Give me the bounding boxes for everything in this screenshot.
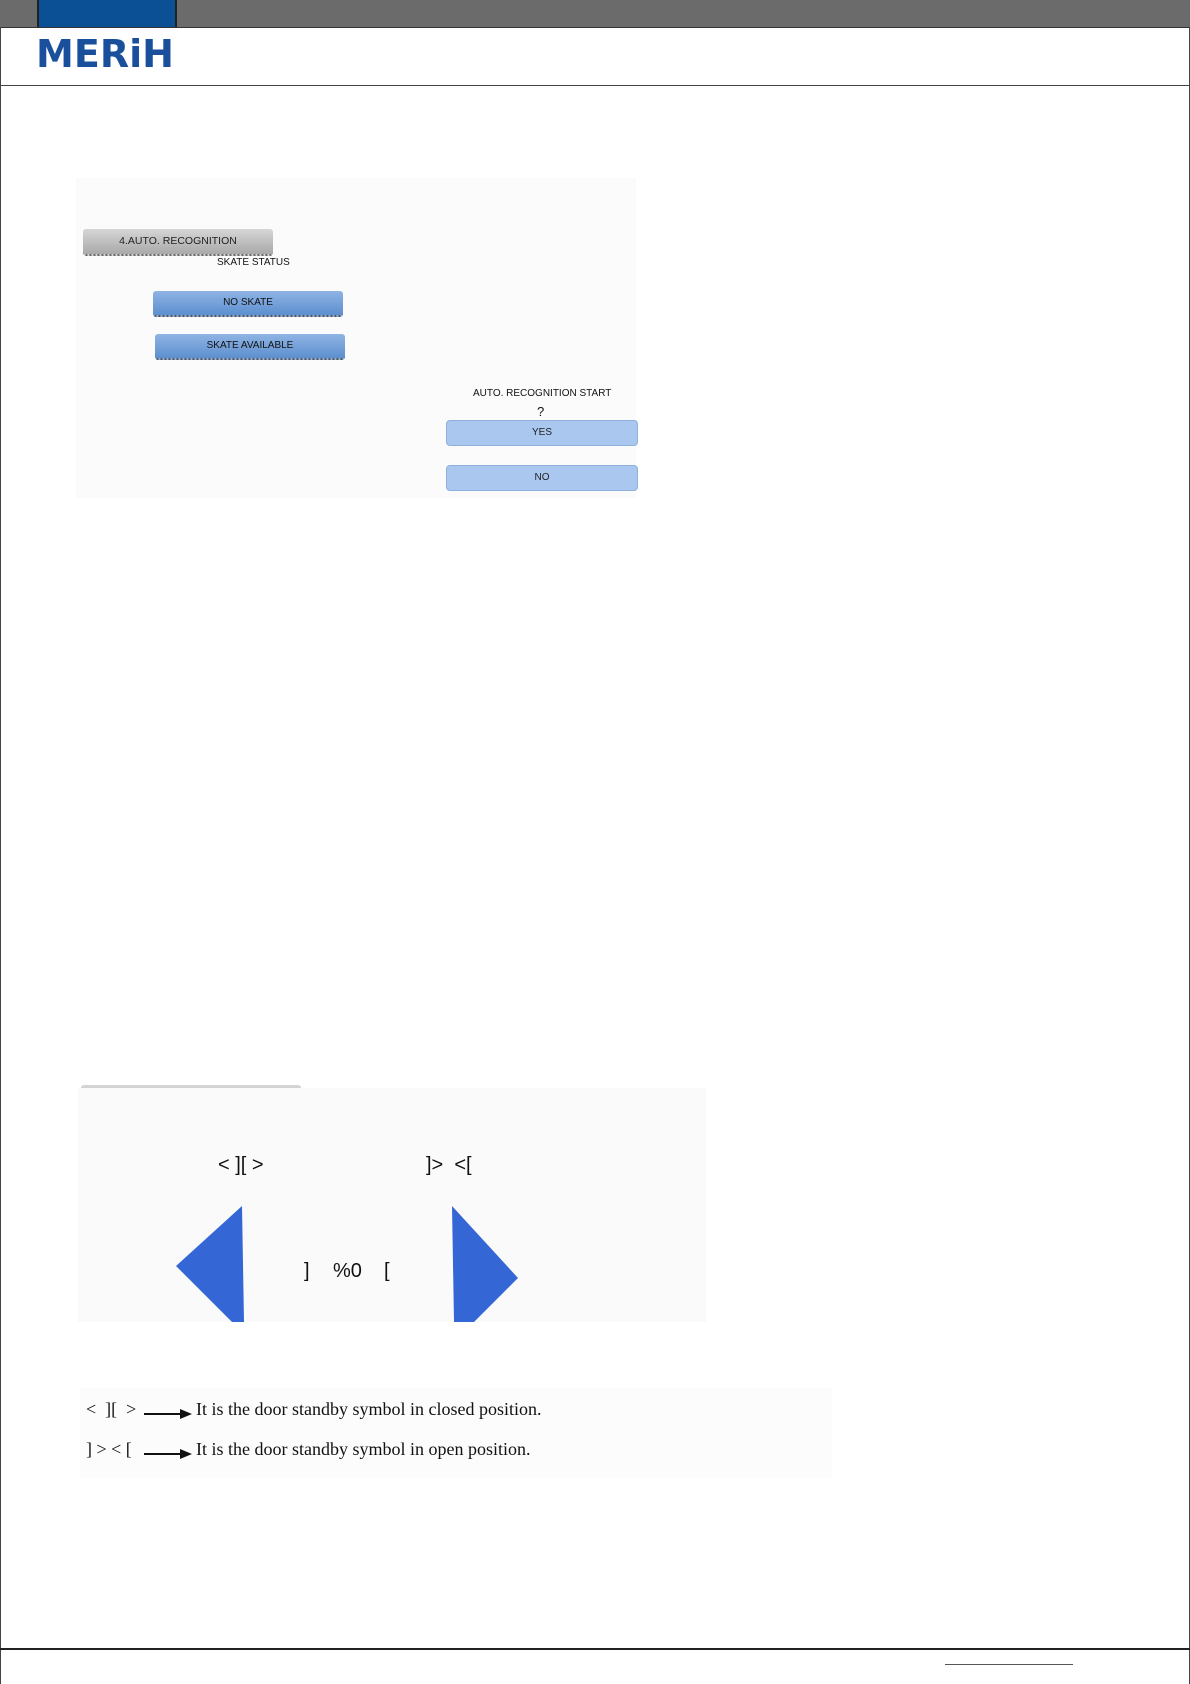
top-bar-accent bbox=[37, 0, 177, 27]
yes-button[interactable]: YES bbox=[446, 420, 638, 446]
position-bracket-right: [ bbox=[384, 1260, 390, 1282]
footer-rule bbox=[945, 1664, 1073, 1665]
top-bar bbox=[0, 0, 1190, 28]
position-bracket-left: ] bbox=[304, 1260, 310, 1282]
skate-available-button[interactable]: SKATE AVAILABLE bbox=[155, 334, 345, 360]
close-door-arrow-icon[interactable] bbox=[176, 1206, 246, 1322]
auto-recognition-screen bbox=[76, 178, 636, 498]
frame-border-left bbox=[0, 27, 1, 1684]
symbol-legend bbox=[80, 1388, 832, 1478]
no-button[interactable]: NO bbox=[446, 465, 638, 491]
merih-logo bbox=[36, 34, 176, 78]
merih-logo-mark bbox=[36, 34, 176, 74]
legend-symbol-open: ] > < [ bbox=[86, 1439, 132, 1459]
legend-text-closed: It is the door standby symbol in closed position. bbox=[196, 1399, 542, 1419]
closed-standby-symbol: < ][ > bbox=[218, 1154, 264, 1176]
skate-status-label: SKATE STATUS bbox=[217, 257, 290, 268]
question-mark: ? bbox=[537, 404, 545, 419]
merih-logo-text: MERiH bbox=[36, 34, 174, 74]
arrow-right-icon bbox=[144, 1448, 192, 1460]
auto-recognition-title: 4.AUTO. RECOGNITION bbox=[83, 229, 273, 256]
legend-symbol-closed: < ][ > bbox=[86, 1399, 137, 1419]
open-door-arrow-icon[interactable] bbox=[450, 1206, 520, 1322]
legend-text-open: It is the door standby symbol in open position. bbox=[196, 1439, 531, 1459]
arrow-right-icon bbox=[144, 1408, 192, 1420]
open-standby-symbol: ]> <[ bbox=[426, 1154, 472, 1176]
auto-recognition-start-prompt: AUTO. RECOGNITION START bbox=[473, 388, 612, 399]
no-skate-button[interactable]: NO SKATE bbox=[153, 291, 343, 317]
manual-control-screen bbox=[78, 1088, 706, 1322]
door-position-value: %0 bbox=[333, 1260, 362, 1282]
footer-divider bbox=[0, 1648, 1190, 1650]
page-header bbox=[0, 28, 1190, 86]
